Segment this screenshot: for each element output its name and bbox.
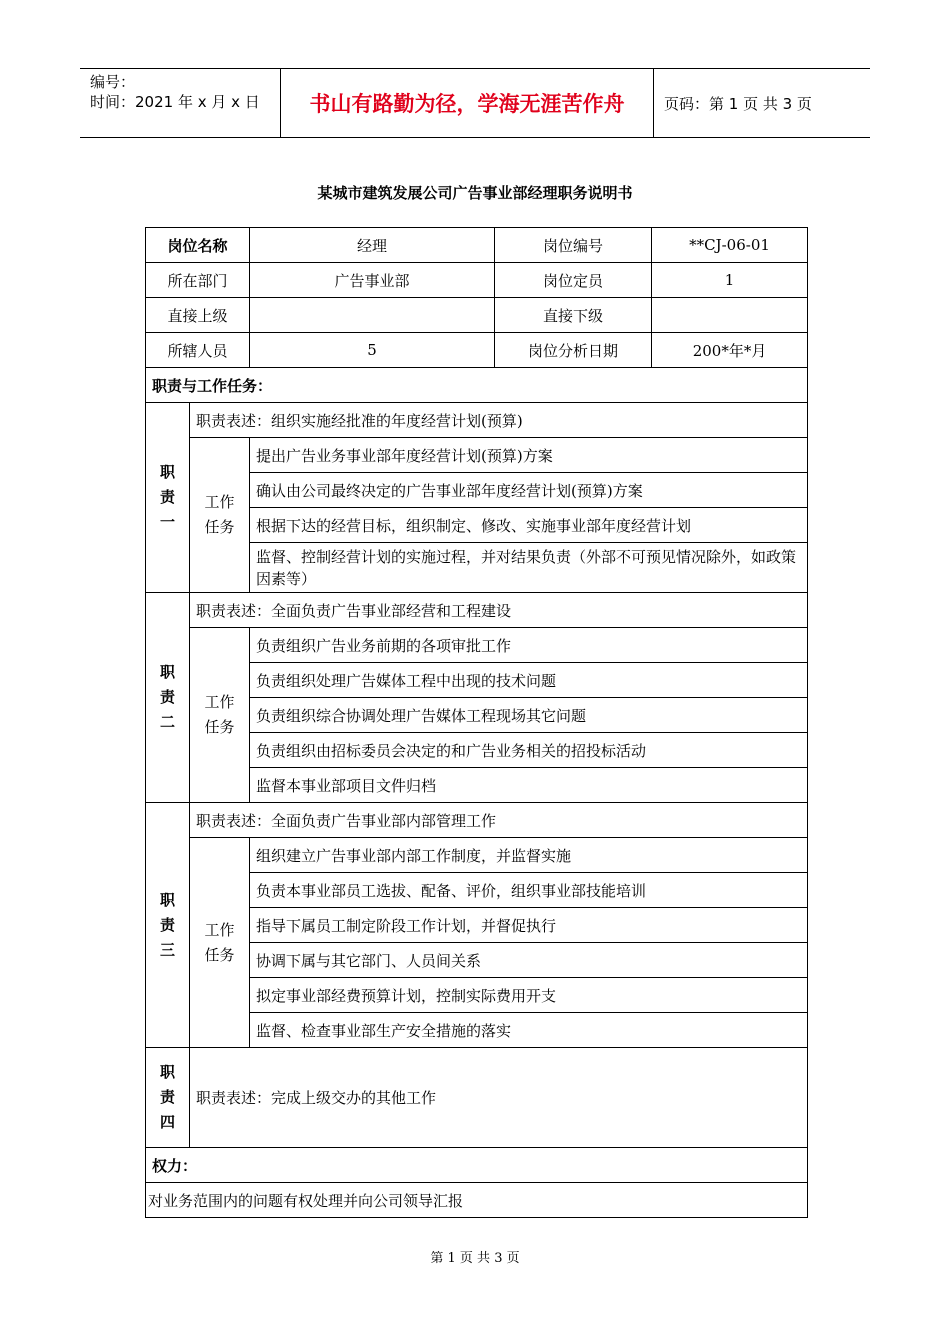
- task-item: 监督本事业部项目文件归档: [250, 768, 808, 803]
- task-item: 负责组织综合协调处理广告媒体工程现场其它问题: [250, 698, 808, 733]
- staff-label: 所辖人员: [146, 333, 250, 368]
- department-value: 广告事业部: [250, 263, 495, 298]
- task-item: 负责组织由招标委员会决定的和广告业务相关的招投标活动: [250, 733, 808, 768]
- duty-statement-row: [146, 403, 808, 438]
- task-item: 协调下属与其它部门、人员间关系: [250, 943, 808, 978]
- task-item: 负责组织处理广告媒体工程中出现的技术问题: [250, 663, 808, 698]
- subordinate-value: [652, 298, 808, 333]
- analysis-date-value: 200*年*月: [652, 333, 808, 368]
- superior-value: [250, 298, 495, 333]
- analysis-date-label: 岗位分析日期: [495, 333, 652, 368]
- position-name-value: 经理: [250, 228, 495, 263]
- duties-section-label: 职责与工作任务：: [146, 368, 808, 403]
- task-item: 确认由公司最终决定的广告事业部年度经营计划(预算)方案: [250, 473, 808, 508]
- task-item: 指导下属员工制定阶段工作计划，并督促执行: [250, 908, 808, 943]
- authority-label: 权力：: [146, 1148, 808, 1183]
- headcount-label: 岗位定员: [495, 263, 652, 298]
- task-row: [146, 628, 808, 663]
- duty-label: 职 责 三: [146, 803, 190, 1048]
- duty-statement: 职责表述：完成上级交办的其他工作: [190, 1048, 808, 1148]
- header-motto: 书山有路勤为径，学海无涯苦作舟: [281, 69, 654, 137]
- task-item: 负责本事业部员工选拔、配备、评价，组织事业部技能培训: [250, 873, 808, 908]
- page-header: [80, 68, 870, 138]
- department-label: 所在部门: [146, 263, 250, 298]
- row-staff: [146, 333, 808, 368]
- document-title: 某城市建筑发展公司广告事业部经理职务说明书: [317, 184, 633, 202]
- duty-label: 职 责 一: [146, 403, 190, 593]
- work-task-label: 工作 任务: [190, 838, 250, 1048]
- task-item: 根据下达的经营目标，组织制定、修改、实施事业部年度经营计划: [250, 508, 808, 543]
- header-meta: [80, 69, 281, 137]
- task-row: [146, 438, 808, 473]
- row-authority-section: [146, 1148, 808, 1183]
- headcount-value: 1: [652, 263, 808, 298]
- position-name-label: 岗位名称: [146, 228, 250, 263]
- duty-statement: 职责表述：组织实施经批准的年度经营计划(预算): [190, 403, 808, 438]
- task-item: 拟定事业部经费预算计划，控制实际费用开支: [250, 978, 808, 1013]
- page-footer: 第 1 页 共 3 页: [430, 1251, 520, 1266]
- task-row: [146, 838, 808, 873]
- duty-label: 职 责 二: [146, 593, 190, 803]
- duty-statement-row: [146, 803, 808, 838]
- task-item: 负责组织广告业务前期的各项审批工作: [250, 628, 808, 663]
- task-item: 监督、控制经营计划的实施过程，并对结果负责（外部不可预见情况除外，如政策因素等）: [250, 543, 808, 593]
- authority-text: 对业务范围内的问题有权处理并向公司领导汇报: [146, 1183, 808, 1218]
- job-description-table: [145, 227, 808, 1218]
- work-task-label: 工作 任务: [190, 628, 250, 803]
- row-authority-text: [146, 1183, 808, 1218]
- duty-label: 职 责 四: [146, 1048, 190, 1148]
- duty-statement: 职责表述：全面负责广告事业部经营和工程建设: [190, 593, 808, 628]
- superior-label: 直接上级: [146, 298, 250, 333]
- duty-statement-row: [146, 593, 808, 628]
- task-item: 组织建立广告事业部内部工作制度，并监督实施: [250, 838, 808, 873]
- row-position: [146, 228, 808, 263]
- duty-statement: 职责表述：全面负责广告事业部内部管理工作: [190, 803, 808, 838]
- row-superior: [146, 298, 808, 333]
- work-task-label: 工作 任务: [190, 438, 250, 593]
- position-code-label: 岗位编号: [495, 228, 652, 263]
- position-code-value: **CJ-06-01: [652, 228, 808, 263]
- task-item: 提出广告业务事业部年度经营计划(预算)方案: [250, 438, 808, 473]
- header-page-info: 页码：第 1 页 共 3 页: [664, 94, 812, 113]
- row-duties-section: [146, 368, 808, 403]
- task-item: 监督、检查事业部生产安全措施的落实: [250, 1013, 808, 1048]
- duty-statement-row: [146, 1048, 808, 1148]
- time-label: 时间：2021 年 x 月 x 日: [90, 93, 260, 111]
- staff-value: 5: [250, 333, 495, 368]
- subordinate-label: 直接下级: [495, 298, 652, 333]
- number-label: 编号：: [90, 73, 136, 91]
- row-department: [146, 263, 808, 298]
